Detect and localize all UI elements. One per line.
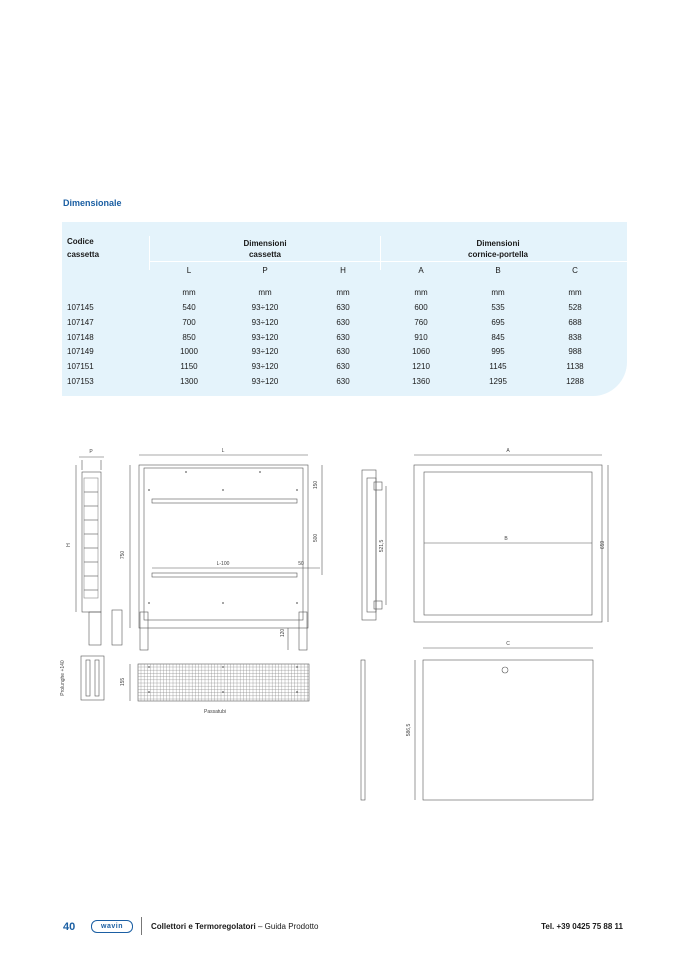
unit-p: mm (258, 288, 272, 297)
table-cell: 107148 (67, 332, 94, 342)
col-header-c: C (572, 266, 578, 275)
col-header-b: B (495, 266, 501, 275)
code-header-line1: Codice (67, 237, 94, 246)
label-150: 150 (313, 480, 319, 490)
group1-header-line2: cassetta (248, 250, 282, 259)
table-cell: 988 (568, 347, 582, 357)
label-5865: 586,5 (406, 723, 412, 737)
table-cell: 630 (336, 377, 350, 386)
col-header-p: P (262, 266, 268, 275)
table-cell: 1145 (489, 362, 507, 372)
label-750: 750 (120, 550, 126, 560)
label-500: 500 (313, 533, 319, 543)
unit-c: mm (568, 288, 582, 297)
table-cell: 910 (414, 332, 428, 342)
table-cell: 760 (414, 317, 428, 327)
table-cell: 107153 (67, 377, 94, 386)
table-cell: 688 (568, 317, 582, 327)
section-title: Dimensionale (63, 198, 122, 208)
table-cell: 630 (336, 362, 350, 372)
footer-title-bold: Collettori e Termoregolatori (151, 922, 256, 931)
table-cell: 107149 (67, 347, 94, 357)
table-cell: 93÷120 (251, 303, 279, 312)
code-header-line2: cassetta (67, 250, 100, 259)
table-cell: 695 (491, 317, 505, 327)
unit-b: mm (491, 288, 505, 297)
table-cell: 93÷120 (251, 347, 279, 357)
table-cell: 630 (336, 347, 350, 357)
table-cell: 850 (182, 332, 196, 342)
col-header-a: A (418, 266, 424, 275)
table-cell: 1150 (180, 362, 198, 372)
table-cell: 93÷120 (251, 377, 279, 386)
wavin-logo: wavin (91, 920, 133, 933)
label-5215: 521,5 (379, 539, 385, 553)
table-cell: 630 (336, 303, 350, 312)
table-cell: 107151 (67, 362, 94, 372)
table-cell: 838 (568, 332, 582, 342)
group2-header-line1: Dimensioni (476, 239, 520, 248)
label-50: 50 (298, 561, 304, 567)
table-cell: 1210 (412, 362, 430, 372)
table-cell: 107147 (67, 317, 94, 327)
footer-phone: Tel. +39 0425 75 88 11 (541, 922, 623, 931)
label-h: H (66, 543, 72, 547)
unit-a: mm (414, 288, 428, 297)
table-cell: 107145 (67, 303, 94, 312)
table-cell: 93÷120 (251, 317, 279, 327)
label-b: B (504, 536, 508, 542)
label-c: C (506, 641, 510, 647)
label-659: 659 (600, 540, 606, 550)
table-cell: 630 (336, 332, 350, 342)
label-l100: L-100 (216, 561, 230, 567)
label-l: L (221, 448, 225, 454)
table-cell: 1360 (412, 377, 430, 386)
table-cell: 700 (182, 317, 196, 327)
footer-separator (141, 917, 142, 935)
col-header-l: L (186, 266, 192, 275)
table-cell: 540 (182, 303, 196, 312)
table-cell: 93÷120 (251, 332, 279, 342)
table-cell: 1060 (412, 347, 430, 357)
table-cell: 845 (491, 332, 505, 342)
table-cell: 535 (491, 303, 505, 312)
footer (0, 917, 678, 937)
label-p: P (89, 449, 93, 455)
unit-h: mm (336, 288, 350, 297)
label-a: A (506, 448, 510, 454)
footer-title-rest: – Guida Prodotto (255, 922, 319, 931)
page-number: 40 (63, 921, 76, 933)
col-header-h: H (340, 266, 346, 275)
label-prolunghe: Prolunghe +140 (60, 660, 66, 696)
table-cell: 93÷120 (251, 362, 279, 372)
unit-l: mm (182, 288, 196, 297)
label-passatubi: Passatubi (204, 709, 226, 715)
table-cell: 995 (491, 347, 505, 357)
footer-title (151, 922, 318, 931)
table-cell: 528 (568, 303, 582, 312)
group1-header-line1: Dimensioni (243, 239, 287, 248)
table-cell: 1000 (180, 347, 198, 357)
label-155: 155 (120, 677, 126, 687)
table-cell: 1288 (566, 377, 584, 386)
table-cell: 1300 (180, 377, 198, 386)
group2-header-line2: cornice-portella (467, 250, 529, 259)
table-cell: 630 (336, 317, 350, 327)
label-120: 120 (280, 628, 286, 638)
table-cell: 1138 (566, 362, 584, 372)
table-cell: 1295 (489, 377, 507, 386)
table-cell: 600 (414, 303, 428, 312)
